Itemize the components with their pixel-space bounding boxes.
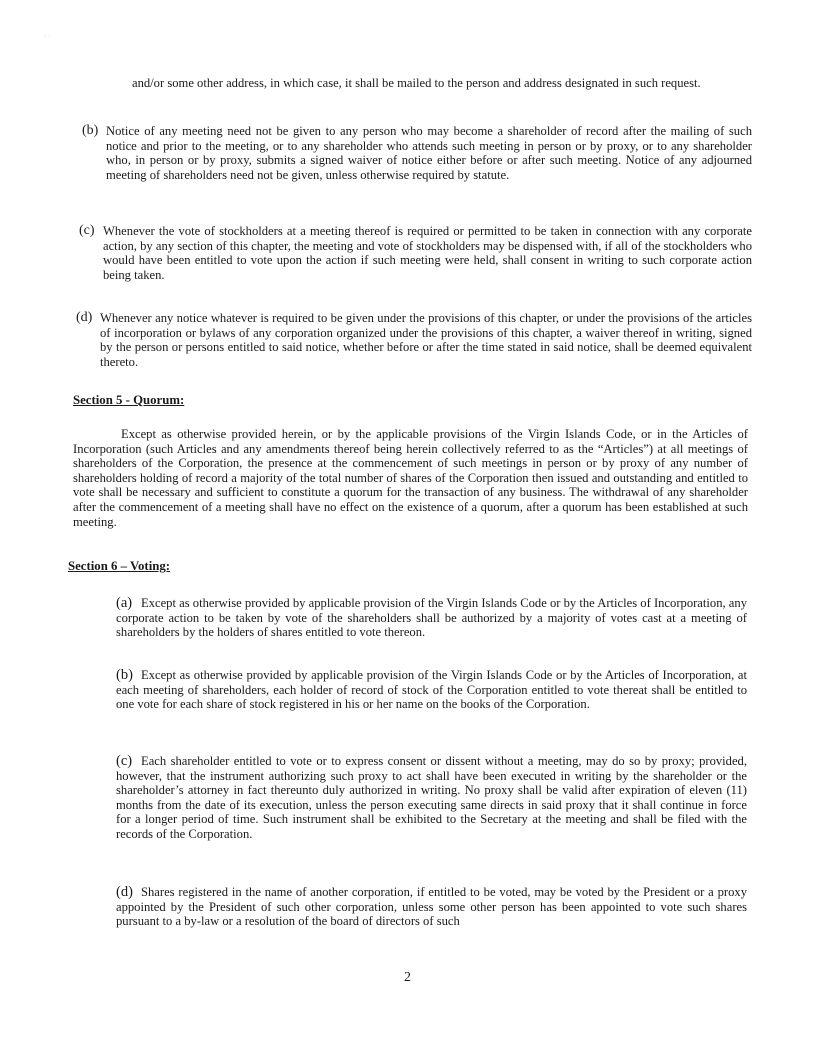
voting-item-b — [116, 668, 747, 712]
section-5-paragraph — [73, 427, 748, 529]
voting-item-a — [116, 596, 747, 640]
item-text: Whenever the vote of stockholders at a meeting thereof is required or permitted to be taken in connection with any corporate action, by any section of this chapter, the meeting and vote of stockholders may be dispensed with, if all of the stockholders who would have been entitled to vote upon the action if such meeting were held, shall consent in writing to such corporate action being taken. — [103, 224, 752, 282]
item-label: (b) — [82, 123, 99, 138]
item-label: (c) — [116, 753, 133, 769]
item-text: Shares registered in the name of another corporation, if entitled to be voted, may be voted by the President or a proxy appointed by the President of such other corporation, unless some other person has been appointed to vote such shares pursuant to a by-law or a resolution of the board of directors of such — [116, 885, 747, 929]
item-label: (c) — [79, 223, 95, 238]
item-label: (b) — [116, 667, 133, 683]
notice-item-b — [82, 124, 752, 182]
scan-artifact: . . — [44, 30, 51, 38]
item-label: (d) — [116, 884, 133, 900]
item-text: Except as otherwise provided by applicable provision of the Virgin Islands Code or by the Articles of Incorporation, at each meeting of shareholders, each holder of record of stock of the Corporation entitled to vote thereat shall be entitled to one vote for each share of stock registered in his or her name on the books of the Corporation. — [116, 668, 747, 712]
notice-item-c — [79, 224, 752, 282]
item-text: Notice of any meeting need not be given to any person who may become a shareholder of record after the mailing of such notice and prior to the meeting, or to any shareholder who attends such meeting in person or by proxy, or to any shareholder who, in person or by proxy, submits a signed waiver of notice either before or after such meeting. Notice of any adjourned meeting of shareholders need not be given, unless otherwise required by statute. — [106, 124, 752, 182]
continuation-paragraph — [132, 76, 752, 91]
section-6-heading: Section 6 – Voting: — [68, 559, 171, 573]
page-number: 2 — [404, 970, 411, 985]
notice-item-d — [76, 311, 752, 369]
section-5-heading: Section 5 - Quorum: — [73, 393, 185, 407]
item-label: (a) — [116, 595, 133, 611]
item-text: Whenever any notice whatever is required to be given under the provisions of this chapter, or under the provisions of the articles of incorporation or bylaws of any corporation organized under the provisions of this chapter, a waiver thereof in writing, signed by the person or persons entitled to said notice, whether before or after the time stated in said notice, shall be deemed equivalent thereto. — [100, 311, 752, 369]
item-text: Each shareholder entitled to vote or to express consent or dissent without a meeting, may do so by proxy; provided, however, that the instrument authorizing such proxy to act shall have been executed in writing by the shareholder or the shareholder’s attorney in fact thereunto duly authorized in writing. No proxy shall be valid after expiration of eleven (11) months from the date of its execution, unless the person executing same directs in said proxy that it shall continue in force for a longer period of time. Such instrument shall be exhibited to the Secretary at the meeting and shall be filed with the records of the Corporation. — [116, 754, 747, 841]
voting-item-d — [116, 885, 747, 929]
item-text: Except as otherwise provided by applicable provision of the Virgin Islands Code or by the Articles of Incorporation, any corporate action to be taken by vote of the shareholders shall be authorized by a majority of votes cast at a meeting of shareholders by the holders of shares entitled to vote thereon. — [116, 596, 747, 640]
voting-item-c — [116, 754, 747, 842]
item-label: (d) — [76, 310, 93, 325]
continuation-text: and/or some other address, in which case, it shall be mailed to the person and address designated in such request. — [132, 76, 701, 90]
section-5-text: Except as otherwise provided herein, or by the applicable provisions of the Virgin Islands Code, or in the Articles of Incorporation (such Articles and any amendments thereof being herein collectively referred to as the “Articles”) at all meetings of shareholders of the Corporation, the presence at the commencement of such meetings in person or by proxy of any number of shareholders holding of record a majority of the total number of shares of the Corporation then issued and outstanding and entitled to vote shall be necessary and sufficient to constitute a quorum for the transaction of any business. The withdrawal of any shareholder after the commencement of a meeting shall have no effect on the existence of a quorum, after a quorum has been established at such meeting. — [73, 427, 748, 529]
